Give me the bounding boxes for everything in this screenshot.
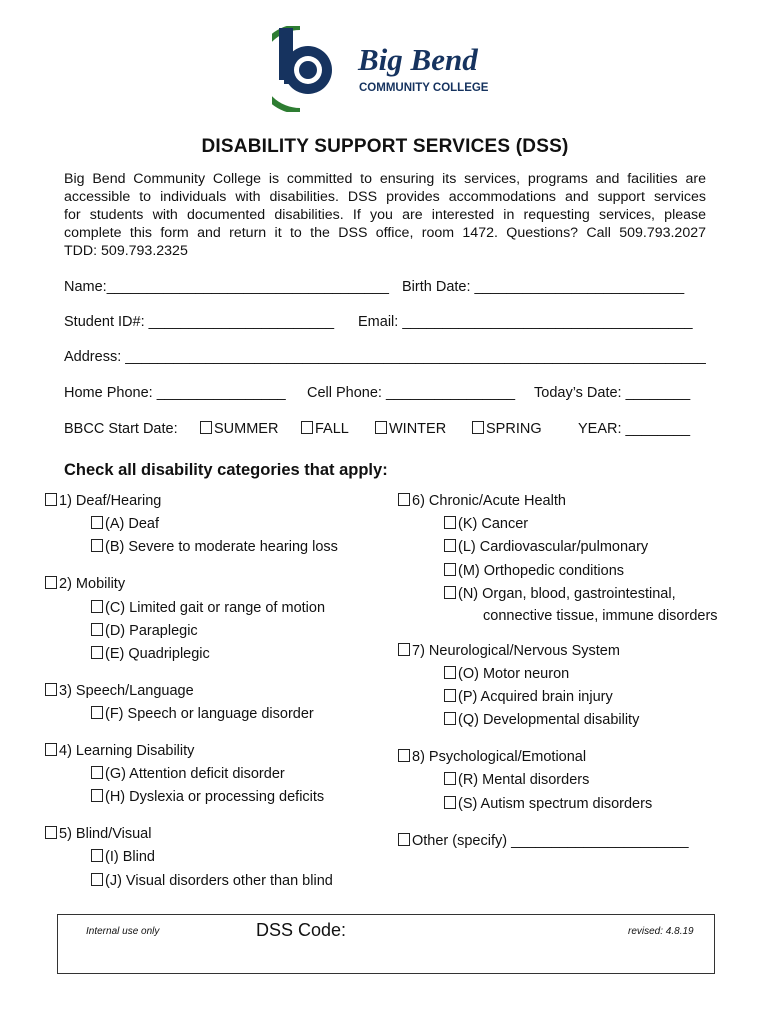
subcategory-option[interactable] [444, 516, 528, 532]
logo-name: Big Bend [358, 42, 478, 77]
subcategory-option[interactable] [91, 646, 210, 662]
checkbox-icon [45, 826, 57, 839]
winter-option[interactable] [375, 421, 446, 437]
category-label: 8) Psychological/Emotional [412, 749, 587, 765]
year-field[interactable]: YEAR: ________ [578, 421, 691, 437]
checkbox-icon [398, 493, 410, 506]
category-option[interactable] [398, 749, 586, 765]
spring-label: SPRING [486, 421, 542, 437]
logo-subtitle: COMMUNITY COLLEGE [359, 82, 489, 94]
category-option[interactable] [45, 826, 151, 842]
category-label: (K) Cancer [458, 516, 529, 532]
category-label: 2) Mobility [59, 576, 126, 592]
category-option[interactable] [45, 683, 194, 699]
checkbox-icon [444, 586, 456, 599]
intro-line: for students with documented disabilities. If you are interested in requesting services, please [64, 207, 706, 223]
category-label: 6) Chronic/Acute Health [412, 493, 566, 509]
address-field[interactable]: Address: ________________________________________________________________________ [64, 349, 706, 365]
category-label: (J) Visual disorders other than blind [105, 873, 333, 889]
checkbox-icon [444, 772, 456, 785]
checkbox-icon [91, 789, 103, 802]
checkbox-icon [444, 689, 456, 702]
category-label: (O) Motor neuron [458, 666, 570, 682]
revised-label: revised: 4.8.19 [628, 926, 694, 937]
checkbox-icon [444, 539, 456, 552]
category-label: (B) Severe to moderate hearing loss [105, 539, 338, 555]
category-label: (I) Blind [105, 849, 155, 865]
spring-option[interactable] [472, 421, 542, 437]
checkbox-icon [444, 796, 456, 809]
checkbox-icon [91, 516, 103, 529]
summer-option[interactable] [200, 421, 278, 437]
category-option[interactable] [45, 493, 161, 509]
categories-heading: Check all disability categories that apply: [64, 461, 388, 479]
checkbox-icon [444, 666, 456, 679]
email-field[interactable]: Email: ____________________________________ [358, 314, 693, 330]
category-label: Other (specify) ______________________ [412, 833, 689, 849]
intro-paragraph [64, 170, 706, 260]
category-label: (D) Paraplegic [105, 623, 198, 639]
subcategory-option[interactable] [91, 516, 159, 532]
birth-date-field[interactable]: Birth Date: __________________________ [402, 279, 685, 295]
intro-line: Big Bend Community College is committed to ensuring its services, programs and facilities are [64, 171, 706, 187]
subcategory-option[interactable] [444, 586, 676, 602]
checkbox-icon [375, 421, 387, 434]
subcategory-option[interactable] [91, 873, 333, 889]
category-option[interactable] [398, 643, 620, 659]
category-label: 7) Neurological/Nervous System [412, 643, 620, 659]
category-label: (Q) Developmental disability [458, 712, 640, 728]
todays-date-field[interactable]: Today’s Date: ________ [534, 385, 691, 401]
fall-label: FALL [315, 421, 349, 437]
subcategory-option[interactable] [91, 600, 325, 616]
subcategory-option[interactable] [444, 712, 639, 728]
category-option[interactable] [398, 493, 566, 509]
category-label: (H) Dyslexia or processing deficits [105, 789, 325, 805]
fall-option[interactable] [301, 421, 349, 437]
category-label: 5) Blind/Visual [59, 826, 152, 842]
checkbox-icon [91, 706, 103, 719]
checkbox-icon [91, 600, 103, 613]
category-label: 3) Speech/Language [59, 683, 194, 699]
subcategory-option[interactable] [444, 689, 613, 705]
form-title: DISABILITY SUPPORT SERVICES (DSS) [201, 136, 569, 157]
subcategory-option[interactable] [444, 796, 652, 812]
checkbox-icon [91, 623, 103, 636]
checkbox-icon [398, 643, 410, 656]
category-option[interactable] [45, 743, 194, 759]
subcategory-option[interactable] [91, 706, 314, 722]
dss-code-label: DSS Code: [256, 920, 347, 940]
category-label: (E) Quadriplegic [105, 646, 210, 662]
category-label: (M) Orthopedic conditions [458, 563, 625, 579]
intro-line: complete this form and return it to the DSS office, room 1472. Questions? Call 509.793.2027 [64, 225, 706, 241]
internal-use-box [57, 914, 715, 974]
checkbox-icon [91, 539, 103, 552]
checkbox-icon [45, 493, 57, 506]
college-logo [272, 26, 502, 112]
checkbox-icon [45, 743, 57, 756]
checkbox-icon [472, 421, 484, 434]
summer-label: SUMMER [214, 421, 279, 437]
start-date-label: BBCC Start Date: [64, 421, 178, 437]
subcategory-option[interactable] [444, 539, 648, 555]
subcategory-option[interactable] [444, 772, 589, 788]
checkbox-icon [398, 749, 410, 762]
student-id-field[interactable]: Student ID#: _______________________ [64, 314, 335, 330]
name-field[interactable]: Name:___________________________________ [64, 279, 389, 295]
category-label: (G) Attention deficit disorder [105, 766, 285, 782]
checkbox-icon [91, 849, 103, 862]
subcategory-option[interactable] [91, 766, 285, 782]
home-phone-field[interactable]: Home Phone: ________________ [64, 385, 286, 401]
cell-phone-field[interactable]: Cell Phone: ________________ [307, 385, 516, 401]
checkbox-icon [398, 833, 410, 846]
checkbox-icon [91, 873, 103, 886]
category-label: (A) Deaf [105, 516, 159, 532]
checkbox-icon [444, 563, 456, 576]
subcategory-option[interactable] [91, 789, 324, 805]
category-label: (C) Limited gait or range of motion [105, 600, 326, 616]
checkbox-icon [45, 683, 57, 696]
category-option[interactable] [398, 833, 689, 849]
category-label: (P) Acquired brain injury [458, 689, 613, 705]
subcategory-option[interactable] [91, 849, 155, 865]
checkbox-icon [444, 712, 456, 725]
subcategory-option[interactable] [444, 666, 569, 682]
winter-label: WINTER [389, 421, 447, 437]
checkbox-icon [444, 516, 456, 529]
category-label: (S) Autism spectrum disorders [458, 796, 653, 812]
category-label: 4) Learning Disability [59, 743, 195, 759]
intro-line: TDD: 509.793.2325 [64, 243, 188, 259]
category-label: (F) Speech or language disorder [105, 706, 314, 722]
internal-use-label: Internal use only [86, 926, 160, 937]
subcategory-option[interactable] [91, 539, 338, 555]
checkbox-icon [45, 576, 57, 589]
checkbox-icon [200, 421, 212, 434]
checkbox-icon [91, 646, 103, 659]
checkbox-icon [301, 421, 313, 434]
category-label: 1) Deaf/Hearing [59, 493, 162, 509]
intro-line: accessible to individuals with disabilities. DSS provides accommodations and support services [64, 189, 706, 205]
subcategory-option[interactable] [91, 623, 198, 639]
category-label: (R) Mental disorders [458, 772, 590, 788]
category-label: (L) Cardiovascular/pulmonary [458, 539, 649, 555]
checkbox-icon [91, 766, 103, 779]
category-option[interactable] [45, 576, 125, 592]
category-label: (N) Organ, blood, gastrointestinal, [458, 586, 676, 602]
organ-continuation-text: connective tissue, immune disorders [483, 608, 718, 624]
subcategory-option[interactable] [444, 563, 624, 579]
